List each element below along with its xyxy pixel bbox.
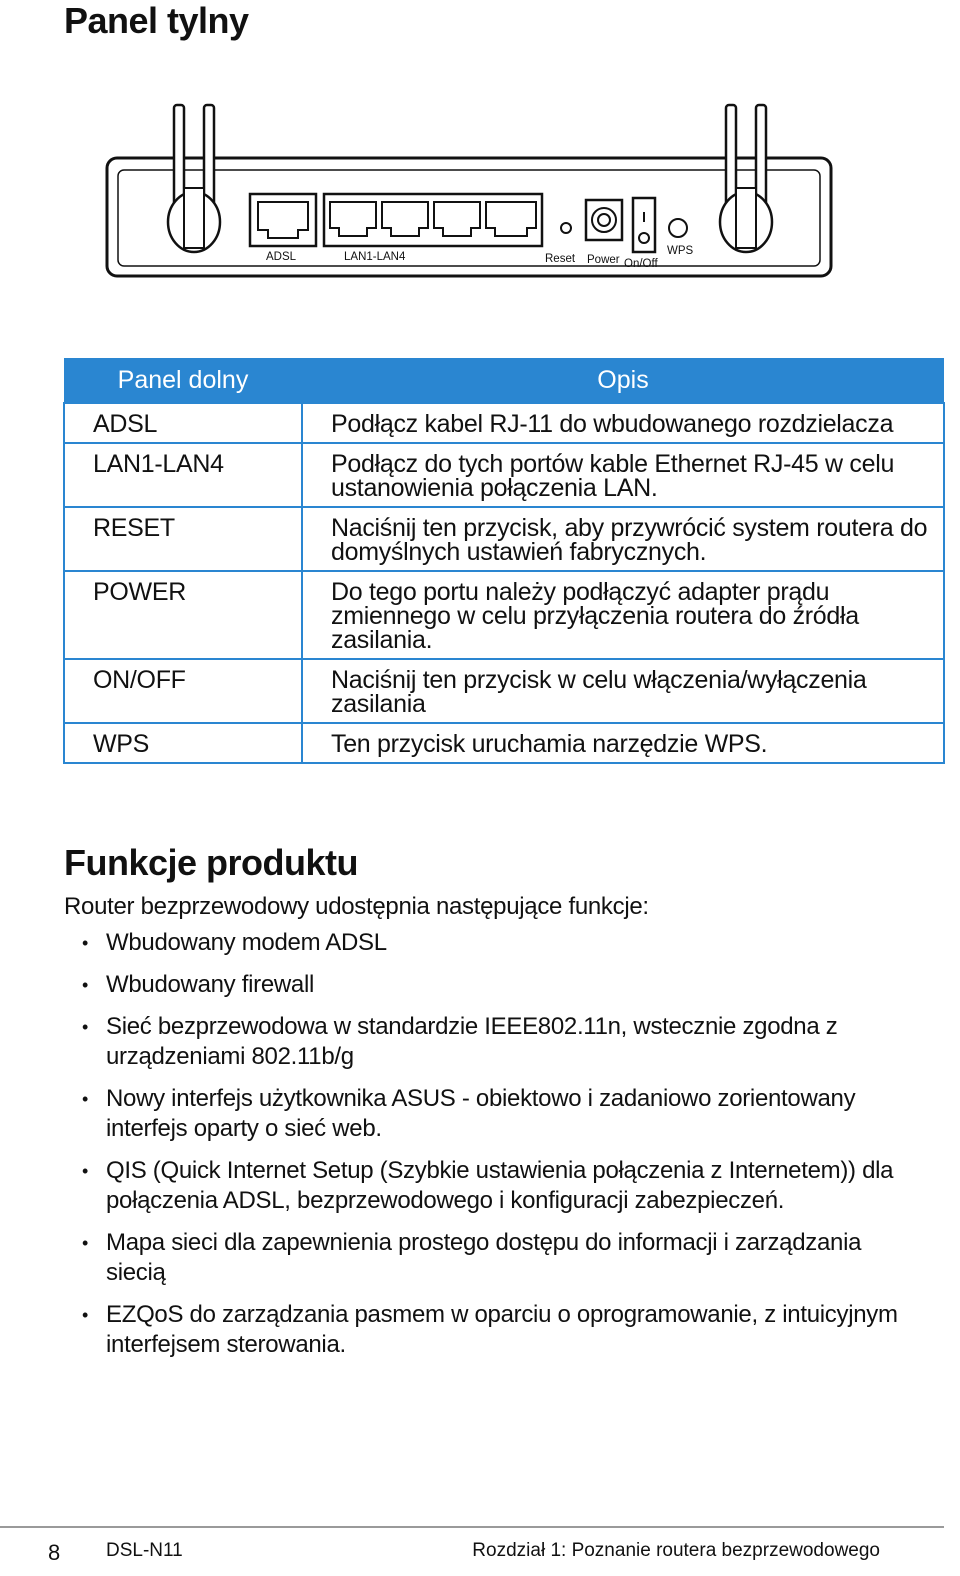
port-description: Podłącz do tych portów kable Ethernet RJ-45 w celu ustanowienia połączenia LAN. xyxy=(302,443,944,507)
feature-text: QIS (Quick Internet Setup (Szybkie ustawienia połączenia z Internetem)) dla połączenia ADSL, bezprzewodowego i konfiguracji zabezpieczeń. xyxy=(106,1157,894,1214)
bullet-icon: • xyxy=(82,1305,89,1325)
power-label: Power xyxy=(587,254,620,266)
ports-table-header xyxy=(64,358,944,403)
list-item xyxy=(64,1156,924,1216)
port-name: POWER xyxy=(64,571,302,659)
bullet-icon: • xyxy=(82,1017,89,1037)
bullet-icon: • xyxy=(82,933,89,953)
reset-label: Reset xyxy=(545,253,576,265)
adsl-port-icon xyxy=(250,194,316,246)
table-row xyxy=(64,507,944,571)
lan-ports-label: LAN1-LAN4 xyxy=(344,251,406,263)
feature-text: Wbudowany modem ADSL xyxy=(106,929,387,956)
header-panel: Panel dolny xyxy=(64,358,302,403)
bullet-icon: • xyxy=(82,1161,89,1181)
adsl-port-label: ADSL xyxy=(266,251,297,263)
footer-divider xyxy=(0,1526,944,1528)
port-description: Naciśnij ten przycisk w celu włączenia/wyłączenia zasilania xyxy=(302,659,944,723)
list-item xyxy=(64,970,924,1000)
reset-button-icon xyxy=(561,223,571,233)
model-name: DSL-N11 xyxy=(106,1540,183,1561)
table-row xyxy=(64,443,944,507)
page-number: 8 xyxy=(48,1540,61,1565)
table-row xyxy=(64,571,944,659)
header-description: Opis xyxy=(302,358,944,403)
port-name: ON/OFF xyxy=(64,659,302,723)
port-name: LAN1-LAN4 xyxy=(64,443,302,507)
feature-text: EZQoS do zarządzania pasmem w oparciu o oprogramowanie, z intuicyjnym interfejsem sterowania. xyxy=(106,1301,898,1358)
list-item xyxy=(64,1300,924,1360)
wps-button-icon xyxy=(669,219,687,237)
chapter-title: Rozdział 1: Poznanie routera bezprzewodowego xyxy=(472,1540,880,1561)
list-item xyxy=(64,1084,924,1144)
feature-text: Nowy interfejs użytkownika ASUS - obiektowo i zadaniowo zorientowany interfejs oparty o sieć web. xyxy=(106,1085,856,1142)
bullet-icon: • xyxy=(82,975,89,995)
onoff-label: On/Off xyxy=(624,258,658,270)
power-switch-icon xyxy=(633,198,655,252)
power-jack-icon xyxy=(586,200,622,240)
feature-text: Sieć bezprzewodowa w standardzie IEEE802.11n, wstecznie zgodna z urządzeniami 802.11b/g xyxy=(106,1013,838,1070)
section-title: Funkcje produktu xyxy=(64,842,359,883)
page-title: Panel tylny xyxy=(64,0,249,41)
port-description: Podłącz kabel RJ-11 do wbudowanego rozdzielacza xyxy=(302,403,944,443)
port-description: Do tego portu należy podłączyć adapter prądu zmiennego w celu przyłączenia routera do źródła zasilania. xyxy=(302,571,944,659)
port-name: WPS xyxy=(64,723,302,763)
table-row xyxy=(64,723,944,763)
wps-label: WPS xyxy=(667,245,694,257)
port-description: Ten przycisk uruchamia narzędzie WPS. xyxy=(302,723,944,763)
port-name: ADSL xyxy=(64,403,302,443)
list-item xyxy=(64,1228,924,1288)
intro-text: Router bezprzewodowy udostępnia następujące funkcje: xyxy=(64,893,649,920)
table-row xyxy=(64,659,944,723)
port-name: RESET xyxy=(64,507,302,571)
feature-text: Mapa sieci dla zapewnienia prostego dostępu do informacji i zarządzania siecią xyxy=(106,1229,862,1286)
router-rear-panel-illustration xyxy=(100,100,840,290)
feature-text: Wbudowany firewall xyxy=(106,971,315,998)
lan-ports-icon xyxy=(324,194,542,246)
bullet-icon: • xyxy=(82,1233,89,1253)
bullet-icon: • xyxy=(82,1089,89,1109)
table-row xyxy=(64,403,944,443)
list-item xyxy=(64,928,924,958)
list-item xyxy=(64,1012,924,1072)
feature-list xyxy=(64,928,924,1372)
port-description: Naciśnij ten przycisk, aby przywrócić system routera do domyślnych ustawień fabrycznych. xyxy=(302,507,944,571)
ports-table xyxy=(63,358,945,764)
